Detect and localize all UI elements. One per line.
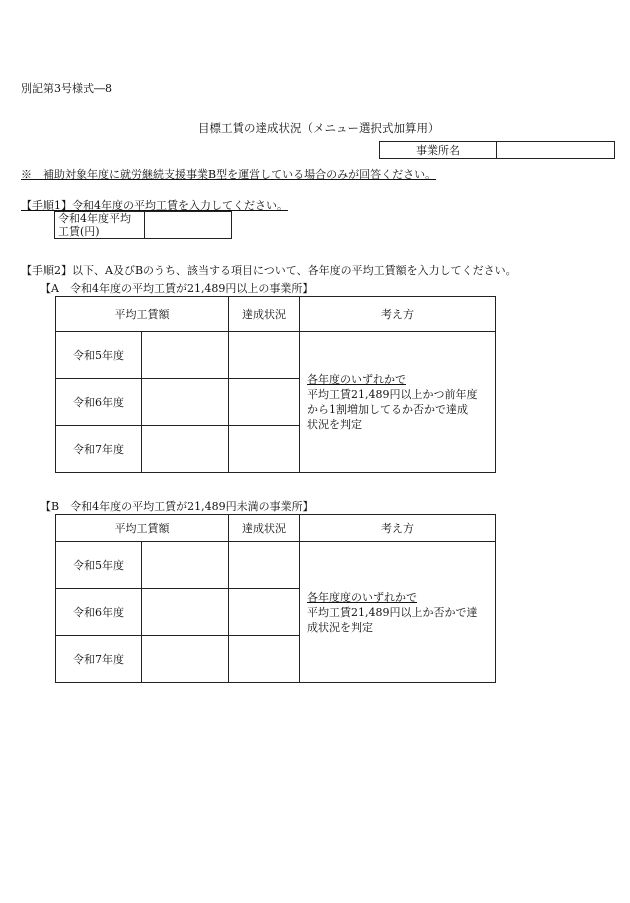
section-b-amount-input[interactable]	[142, 542, 229, 589]
table-row	[56, 542, 496, 589]
section-a-method-line2: 平均工賃21,489円以上かつ前年度	[307, 388, 478, 401]
section-a-amount-input[interactable]	[142, 332, 229, 379]
section-b-col-method: 考え方	[300, 515, 496, 542]
section-b-col-avg: 平均工賃額	[56, 515, 229, 542]
section-a-col-status: 達成状況	[229, 297, 300, 332]
section-b-method-line1: 各年度度のいずれかで	[307, 590, 417, 604]
section-b-table	[55, 514, 496, 683]
section-b-amount-input[interactable]	[142, 636, 229, 683]
section-b-status-cell	[229, 589, 300, 636]
section-a-status-cell	[229, 379, 300, 426]
section-a-method-line1: 各年度のいずれかで	[307, 373, 406, 386]
section-a-col-avg: 平均工賃額	[56, 297, 229, 332]
step1-average-wage-input[interactable]	[145, 212, 232, 239]
step1-label-line1: 令和4年度平均	[58, 212, 131, 225]
section-b-method-line2: 平均工賃21,489円以上か否かで達	[307, 605, 478, 619]
section-b-year-label: 令和7年度	[56, 636, 142, 683]
step2-heading: 【手順2】以下、A及びBのうち、該当する項目について、各年度の平均工賃額を入力してください。	[21, 264, 517, 277]
section-a-amount-input[interactable]	[142, 379, 229, 426]
section-a-table	[55, 296, 496, 473]
section-b-year-label: 令和6年度	[56, 589, 142, 636]
step1-label	[55, 212, 145, 239]
section-a-amount-input[interactable]	[142, 426, 229, 473]
office-name-input[interactable]	[497, 142, 615, 159]
section-a-year-label: 令和6年度	[56, 379, 142, 426]
table-row	[56, 332, 496, 379]
section-b-method-text	[300, 542, 496, 683]
section-b-year-label: 令和5年度	[56, 542, 142, 589]
eligibility-note: ※ 補助対象年度に就労継続支援事業B型を運営している場合のみが回答ください。	[21, 168, 437, 181]
section-a-year-label: 令和5年度	[56, 332, 142, 379]
section-b-amount-input[interactable]	[142, 589, 229, 636]
section-a-col-method: 考え方	[300, 297, 496, 332]
office-name-table	[379, 141, 615, 159]
section-b-status-cell	[229, 542, 300, 589]
step1-table	[54, 211, 232, 239]
section-a-method-text	[300, 332, 496, 473]
section-a-heading: 【A 令和4年度の平均工賃が21,489円以上の事業所】	[40, 282, 314, 295]
section-a-status-cell	[229, 332, 300, 379]
section-a-year-label: 令和7年度	[56, 426, 142, 473]
section-b-heading: 【B 令和4年度の平均工賃が21,489円未満の事業所】	[40, 500, 314, 513]
section-a-status-cell	[229, 426, 300, 473]
form-id: 別記第3号様式―8	[21, 82, 112, 95]
step1-label-line2: 工賃(円)	[58, 225, 100, 238]
section-b-status-cell	[229, 636, 300, 683]
section-a-method-line4: 状況を判定	[307, 418, 362, 431]
step1-heading: 【手順1】令和4年度の平均工賃を入力してください。	[21, 199, 288, 212]
office-name-label: 事業所名	[380, 142, 497, 159]
section-a-method-line3: から1割増加してるか否かで達成	[307, 403, 468, 416]
section-b-method-line3: 成状況を判定	[307, 620, 373, 634]
page-title: 目標工賃の達成状況（メニュー選択式加算用）	[198, 121, 440, 135]
section-b-col-status: 達成状況	[229, 515, 300, 542]
